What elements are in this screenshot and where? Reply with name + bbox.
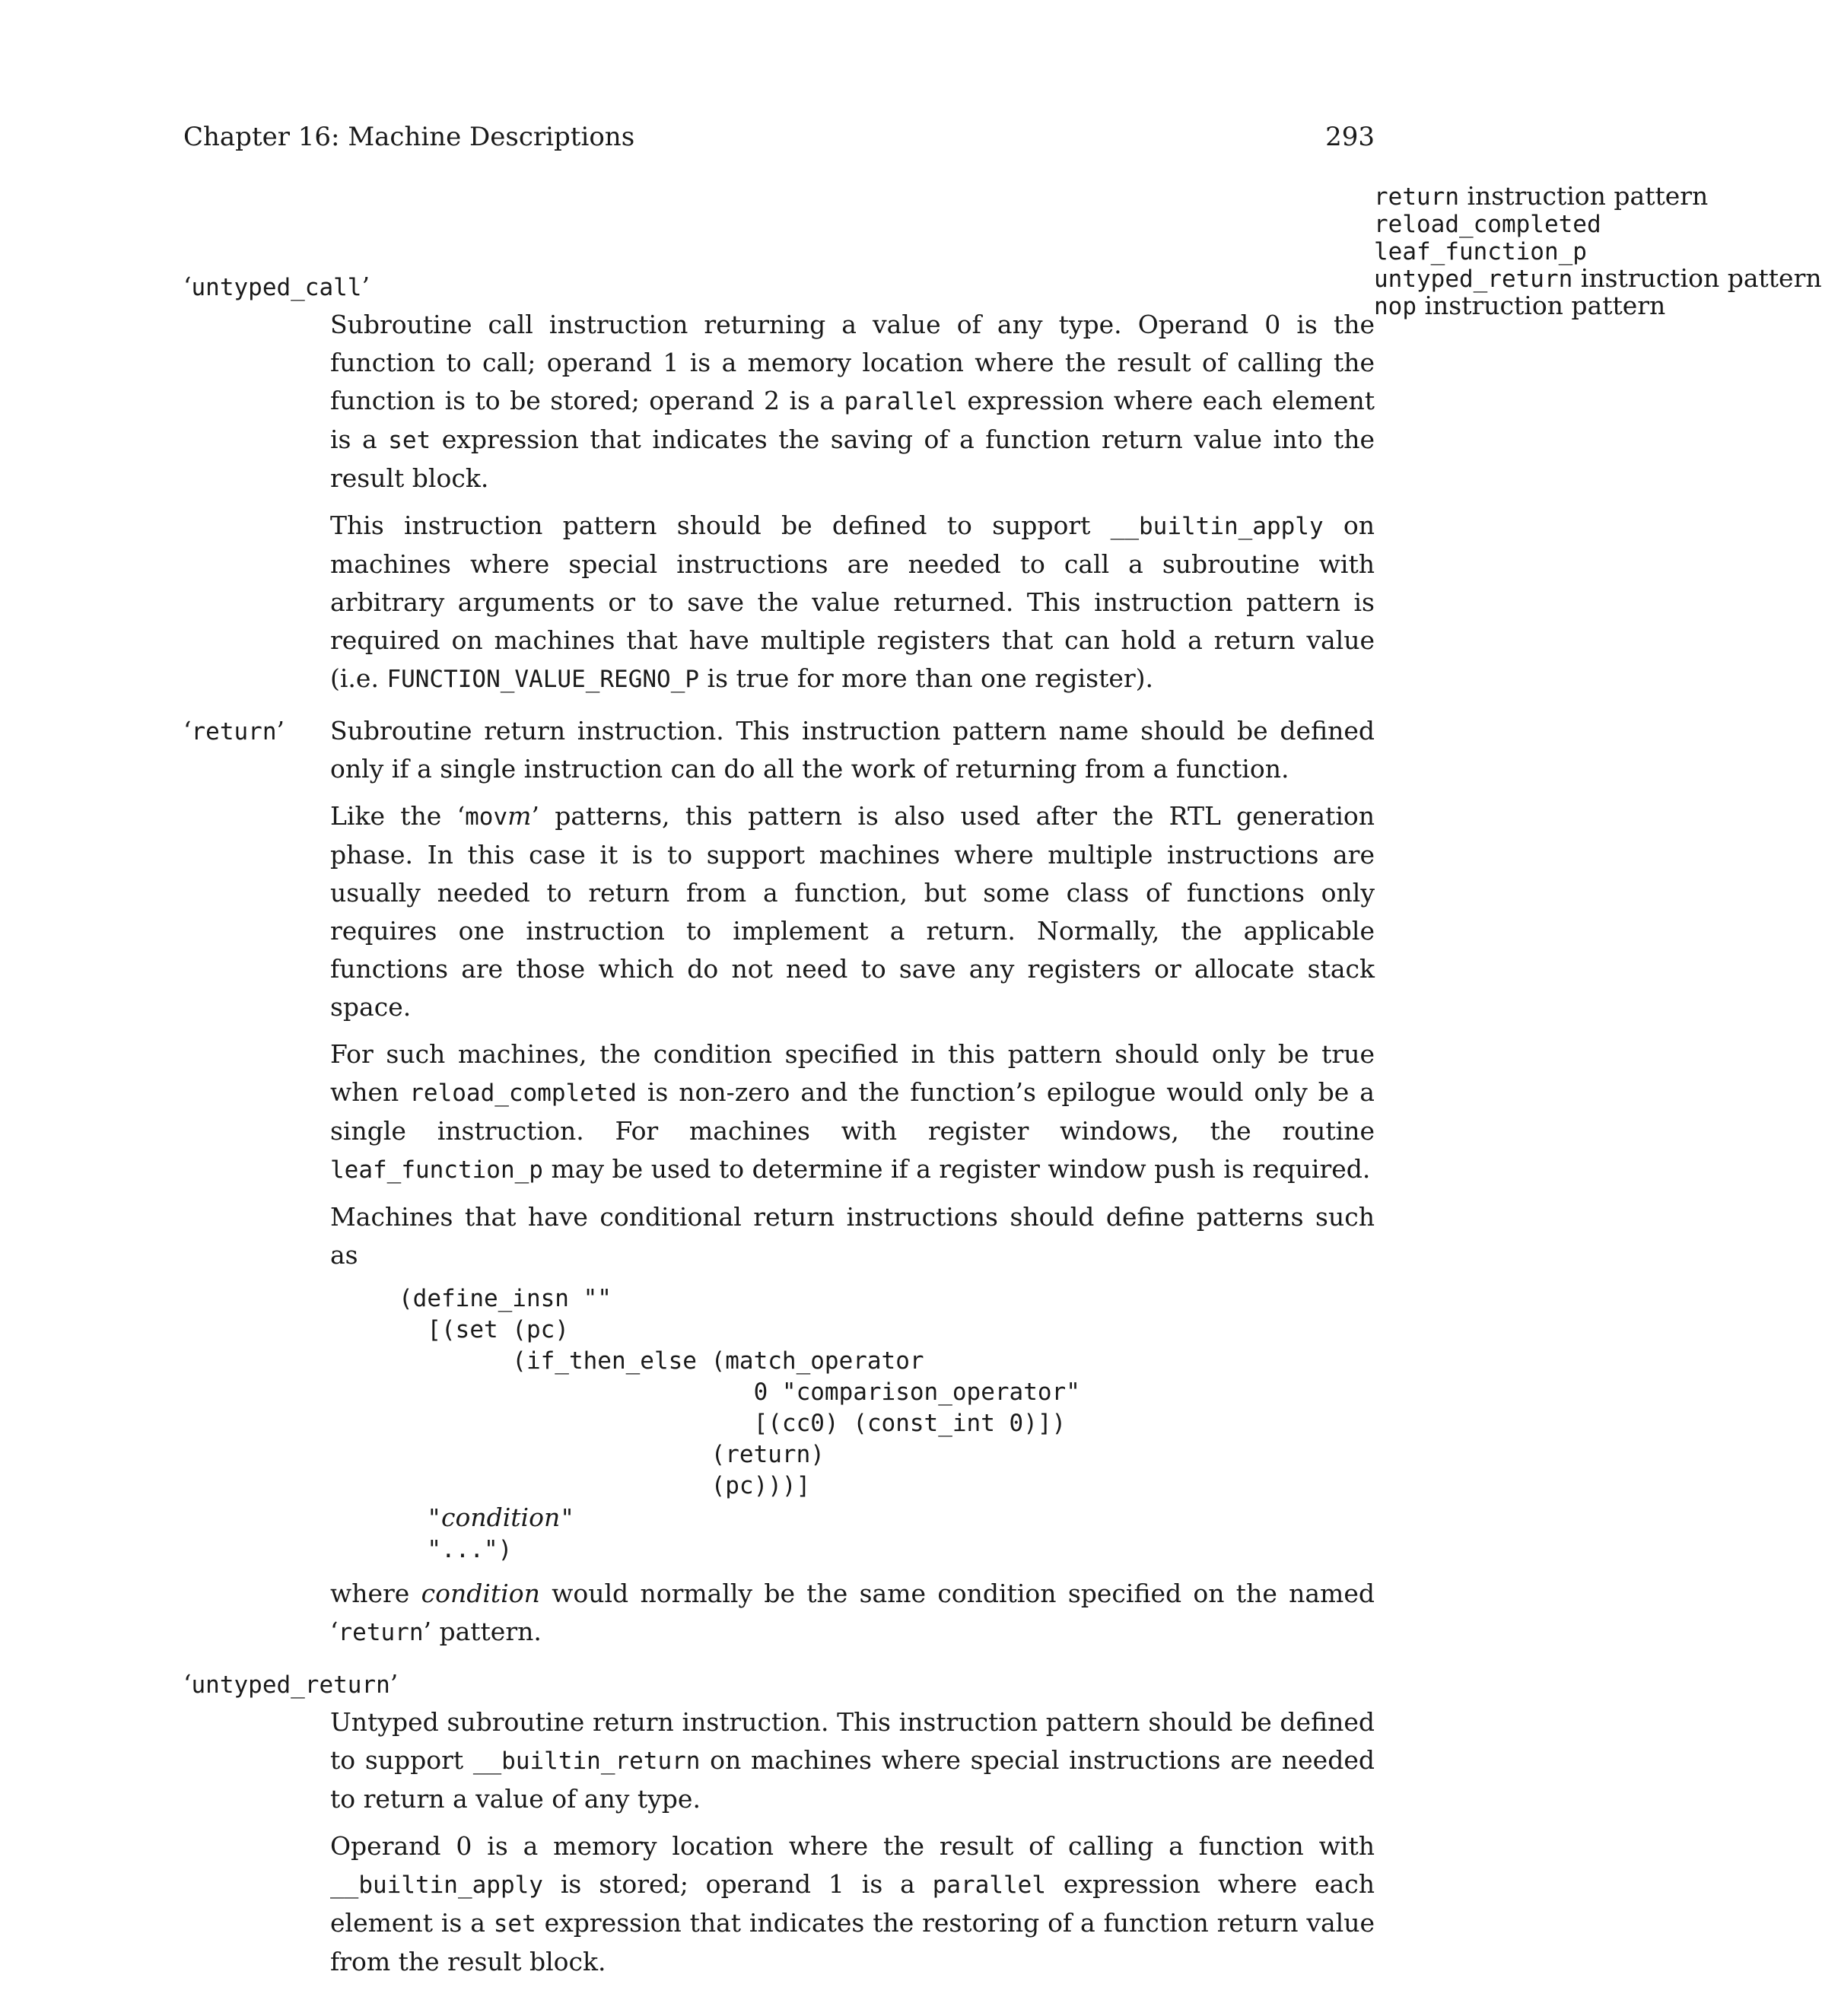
description — [330, 1703, 1375, 1981]
paragraph: Subroutine call instruction returning a value of any type. Operand 0 is the function to call; operand 1 is a memory location where the result of calling the function is to be stored; operand 2 is a parallel expression where each element is a set expression that indicates the saving of a function return value into the result block. — [330, 310, 1375, 493]
entry-untyped-call — [183, 268, 1375, 698]
description — [330, 306, 1375, 698]
index-entry: leaf_function_p — [1374, 238, 1587, 266]
page-number: 293 — [1325, 122, 1375, 152]
paragraph: For such machines, the condition specified in this pattern should only be true when reload_completed is non-zero and the function’s epilogue would only be a single instruction. For machines with register windows, the routine leaf_function_p may be used to determine if a register window push is required. — [330, 1039, 1375, 1184]
paragraph: Operand 0 is a memory location where the result of calling a function with __builtin_apply is stored; operand 1 is a parallel expression where each element is a set expression that indicates the restoring of a function return value from the result block. — [330, 1831, 1375, 1976]
paragraph: where condition would normally be the same condition specified on the named ‘return’ pattern. — [330, 1579, 1375, 1646]
paragraph: Machines that have conditional return instructions should define patterns such as — [330, 1202, 1375, 1270]
chapter-title: Chapter 16: Machine Descriptions — [183, 122, 635, 152]
paragraph: Untyped subroutine return instruction. This instruction pattern should be defined to support __builtin_return on machines where special instructions are needed to return a value of any type. — [330, 1707, 1375, 1814]
entry-return — [183, 712, 1375, 1652]
index-entry: return instruction pattern — [1374, 181, 1709, 211]
entry-untyped-return — [183, 1665, 1375, 1981]
term-untyped-call: ‘untyped_call’ — [183, 272, 370, 301]
code-example: (define_insn "" [(set (pc) (if_then_else (match_operator 0 "comparison_operator" [(cc0) (const_int 0)]) (return) (pc)))] "condition" "...") — [399, 1285, 1080, 1563]
paragraph: Like the ‘movm’ patterns, this pattern is also used after the RTL generation phase. In this case it is to support machines where multiple instructions are usually needed to return from a function, but some class of functions only requires one instruction to implement a return. Normally, the applicable functions are those which do not need to save any registers or allocate stack space. — [330, 801, 1375, 1022]
margin-index — [1374, 181, 1822, 320]
page-body — [183, 268, 1375, 1990]
index-entry: nop instruction pattern — [1374, 291, 1666, 320]
index-entry: untyped_return instruction pattern — [1374, 263, 1822, 293]
term-return: ‘return’ — [183, 716, 285, 746]
index-entry: reload_completed — [1374, 211, 1601, 238]
term-untyped-return: ‘untyped_return’ — [183, 1669, 399, 1699]
paragraph: Subroutine return instruction. This instruction pattern name should be defined only if a single instruction can do all the work of returning from a function. — [330, 716, 1375, 784]
running-head — [183, 122, 1375, 152]
paragraph: This instruction pattern should be defined to support __builtin_apply on machines where special instructions are needed to call a subroutine with arbitrary arguments or to save the value returned. This instruction pattern is required on machines that have multiple registers that can hold a return value (i.e. FUNCTION_VALUE_REGNO_P is true for more than one register). — [330, 510, 1375, 693]
description — [330, 712, 1375, 1652]
